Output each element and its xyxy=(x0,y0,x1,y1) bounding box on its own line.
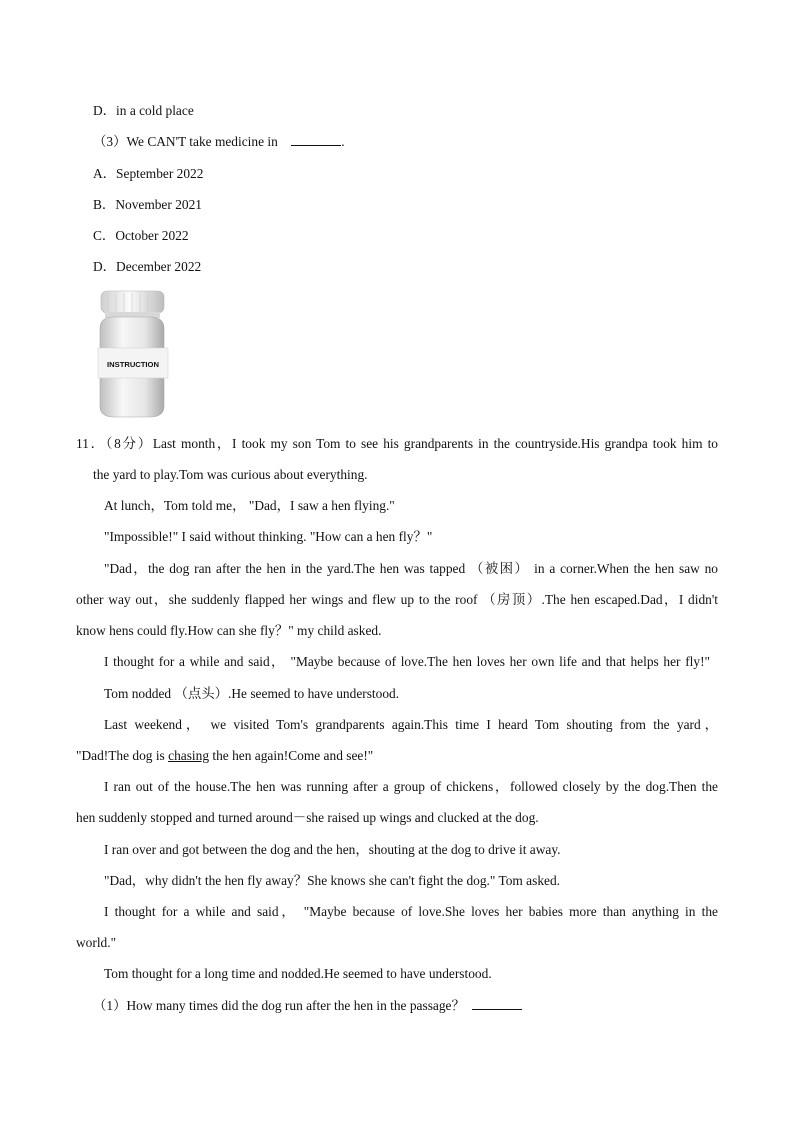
paragraph-11-line-1: I thought for a while and said， "Maybe because of love.She loves her babies more than anything in the xyxy=(104,904,718,919)
paragraph-10: "Dad，why didn't the hen fly away？She knows she can't fight the dog." Tom asked. xyxy=(104,873,561,888)
paragraph-6: Tom nodded （点头）.He seemed to have understood. xyxy=(104,686,400,701)
paragraph-5: I thought for a while and said， "Maybe because of love.The hen loves her own life and that helps her fly!" xyxy=(104,654,710,669)
answer-blank xyxy=(291,133,341,146)
paragraph-4-line-2: other way out，she suddenly flapped her wings and flew up to the roof （房顶）.The hen escaped.Dad，I didn't xyxy=(76,592,718,607)
sub-question-3-stem: （3）We CAN'T take medicine in xyxy=(93,134,278,149)
paragraph-12: Tom thought for a long time and nodded.He seemed to have understood. xyxy=(104,966,492,981)
paragraph-3: "Impossible!" I said without thinking. "How can a hen fly？" xyxy=(104,529,433,544)
question-number: 11．（8分） xyxy=(76,436,153,451)
sub-question-3-end: . xyxy=(341,134,345,149)
paragraph-7-line-1: Last weekend， we visited Tom's grandparents again.This time I heard Tom shouting from the yard， xyxy=(104,717,718,732)
paragraph-7-text: "Dad!The dog is xyxy=(76,748,169,763)
option-a: A．September 2022 xyxy=(93,166,204,181)
paragraph-7-line-2 xyxy=(76,747,373,765)
paragraph-7-text-end: the hen again!Come and see!" xyxy=(209,748,374,763)
paragraph-8-line-2: hen suddenly stopped and turned around－she raised up wings and clucked at the dog. xyxy=(76,810,539,825)
option-b: B．November 2021 xyxy=(93,197,202,212)
option-c: C．October 2022 xyxy=(93,228,189,243)
sub-question-3 xyxy=(93,133,345,151)
answer-blank xyxy=(472,997,522,1010)
q11-text: Last month，I took my son Tom to see his grandparents in the countryside.His grandpa took him to xyxy=(152,436,719,451)
paragraph-11-line-2: world." xyxy=(76,935,117,950)
option-d-prev: D．in a cold place xyxy=(93,103,194,118)
q11-line-2: the yard to play.Tom was curious about everything. xyxy=(93,467,368,482)
paragraph-8-line-1: I ran out of the house.The hen was running after a group of chickens，followed closely by the dog.Then the xyxy=(104,779,718,794)
medicine-bottle-image xyxy=(92,288,172,420)
underlined-word: chasing xyxy=(168,748,210,763)
sub-question-1 xyxy=(93,997,522,1015)
option-d: D．December 2022 xyxy=(93,259,202,274)
paragraph-9: I ran over and got between the dog and the hen，shouting at the dog to drive it away. xyxy=(104,842,561,857)
paragraph-4-line-1: "Dad，the dog ran after the hen in the yard.The hen was tapped （被困） in a corner.When the hen saw no xyxy=(104,561,718,576)
paragraph-2: At lunch，Tom told me， "Dad，I saw a hen flying." xyxy=(104,498,395,513)
q11-line-1 xyxy=(76,435,718,453)
bottle-label-text: INSTRUCTION xyxy=(107,360,159,369)
sub-question-1-stem: （1）How many times did the dog run after the hen in the passage？ xyxy=(93,998,465,1013)
paragraph-4-line-3: know hens could fly.How can she fly？" my child asked. xyxy=(76,623,382,638)
